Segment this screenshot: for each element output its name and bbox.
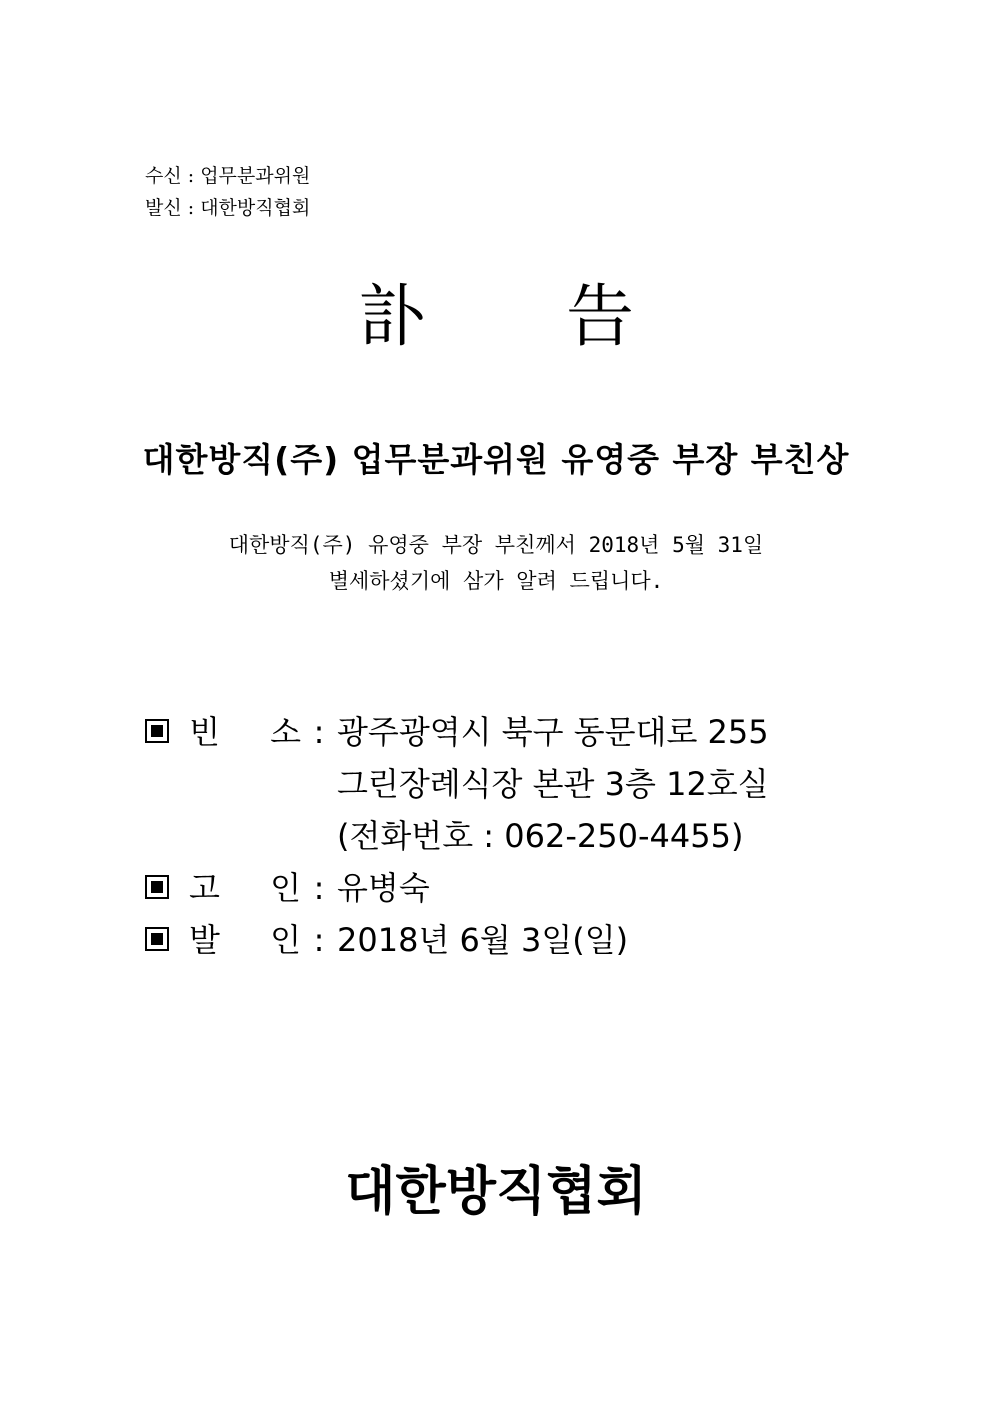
detail-funeral-date [145, 914, 769, 966]
funeral-date-label-b: 인 [270, 921, 301, 959]
square-bullet-icon [145, 927, 169, 951]
funeral-date-value: 2018년 6월 3일(일) [337, 921, 629, 959]
venue-hall: 그린장례식장 본관 3층 12호실 [337, 765, 769, 803]
colon: : [313, 869, 325, 907]
funeral-date-label-a: 발 [189, 921, 220, 959]
sender-value: 대한방직협회 [200, 197, 311, 219]
venue-address: 광주광역시 북구 동문대로 255 [337, 713, 769, 751]
deceased-label [189, 862, 301, 914]
venue-label-b: 소 [270, 713, 301, 751]
document-header [145, 160, 310, 224]
announcement-message [0, 527, 992, 599]
square-bullet-icon [145, 875, 169, 899]
venue-label-a: 빈 [189, 713, 220, 751]
obituary-title [0, 278, 992, 358]
funeral-date-label [189, 914, 301, 966]
colon: : [313, 713, 325, 751]
detail-deceased [145, 862, 769, 914]
recipient-line: 수신 : 업무분과위원 [145, 165, 311, 187]
recipient-label: 수신 [145, 165, 182, 187]
deceased-label-b: 인 [270, 869, 301, 907]
colon: : [313, 921, 325, 959]
title-char-2: 告 [566, 278, 635, 357]
venue-phone: (전화번호 : 062-250-4455) [337, 817, 744, 855]
message-line-1: 대한방직(주) 유영중 부장 부친께서 2018년 5월 31일 [228, 533, 764, 557]
issuer-name: 대한방직협회 [345, 1162, 647, 1222]
message-line-2: 별세하셨기에 삼가 알려 드립니다. [328, 569, 664, 593]
deceased-label-a: 고 [189, 869, 220, 907]
detail-venue [145, 706, 769, 862]
venue-label [189, 706, 301, 758]
obituary-subtitle: 대한방직(주) 업무분과위원 유영중 부장 부친상 [142, 440, 850, 479]
deceased-value: 유병숙 [337, 869, 430, 907]
title-char-1: 訃 [357, 278, 426, 357]
sender-label: 발신 [145, 197, 182, 219]
funeral-details [145, 706, 769, 966]
square-bullet-icon [145, 719, 169, 743]
sender-line: 발신 : 대한방직협회 [145, 197, 311, 219]
recipient-value: 업무분과위원 [200, 165, 311, 187]
venue-value [337, 706, 769, 862]
